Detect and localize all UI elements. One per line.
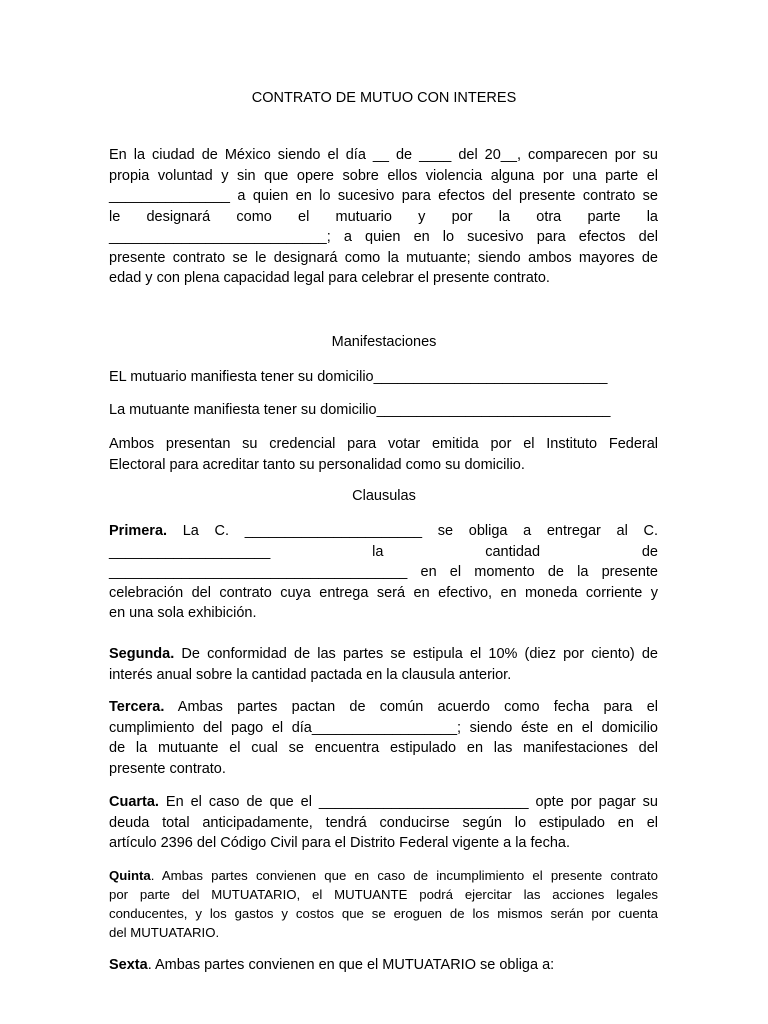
intro-line: En la ciudad de México siendo el día __ de ____ del 20__, comparecen por su [109,147,658,163]
intro-line: edad y con plena capacidad legal para celebrar el presente contrato. [109,270,550,286]
quinta-label: Quinta [109,868,151,883]
intro-line: le designará como el mutuario y por la otra parte la [109,208,658,225]
cuarta-line: deuda total anticipadamente, tendrá conducirse según lo estipulado en el [109,814,658,831]
clausula-tercera [109,697,658,779]
manifestaciones-heading: Manifestaciones [331,334,437,350]
sexta-label: Sexta [109,957,148,973]
primera-label: Primera. [109,523,168,539]
intro-line: ___________________________; a quien en lo sucesivo para efectos del [109,229,658,245]
quinta-line: conducentes, y los gastos y costos que se eroguen de los mismos serán por cuenta [109,906,658,921]
sexta-text: . Ambas partes convienen en que el MUTUATARIO se obliga a: [147,957,555,973]
clausulas-heading: Clausulas [352,488,416,504]
primera-line: en una sola exhibición. [109,605,257,621]
clausula-sexta [109,956,554,975]
mutuario-domicilio: EL mutuario manifiesta tener su domicilio_____________________________ [109,369,608,385]
intro-line: propia voluntad y sin que opere sobre ellos violencia alguna por una parte el [109,167,658,184]
intro-line: presente contrato se le designará como la mutuante; siendo ambos mayores de [109,249,658,266]
intro-paragraph [109,145,658,289]
tercera-line: cumplimiento del pago el día__________________; siendo éste en el domicilio [109,719,658,736]
primera-line: _____________________________________ en el momento de la presente [109,564,658,580]
tercera-line: de la mutuante el cual se encuentra estipulado en las manifestaciones del [109,740,658,756]
segunda-line: interés anual sobre la cantidad pactada en la clausula anterior. [109,666,512,683]
credencial-line: Electoral para acreditar tanto su personalidad como su domicilio. [109,456,525,473]
primera-line: Primera. La C. ______________________ se obliga a entregar al C. [109,523,658,539]
credencial-line: Ambos presentan su credencial para votar emitida por el Instituto Federal [109,436,658,452]
tercera-line: Tercera. Ambas partes pactan de común acuerdo como fecha para el [109,699,658,715]
clausula-cuarta [109,792,658,854]
segunda-line: Segunda. De conformidad de las partes se estipula el 10% (diez por ciento) de [109,646,658,662]
document-title: CONTRATO DE MUTUO CON INTERES [251,90,517,106]
quinta-line: Quinta. Ambas partes convienen que en caso de incumplimiento el presente contrato [109,868,658,883]
cuarta-line: Cuarta. En el caso de que el __________________________ opte por pagar su [109,794,658,810]
primera-line: ____________________ la cantidad de [109,543,658,560]
mutuante-domicilio: La mutuante manifiesta tener su domicilio_____________________________ [109,402,611,418]
clausula-primera [109,521,658,624]
quinta-line: del MUTUATARIO. [109,925,220,940]
cuarta-line: artículo 2396 del Código Civil para el Distrito Federal vigente a la fecha. [109,835,571,851]
quinta-line: por parte del MUTUATARIO, el MUTUANTE podrá ejercitar las acciones legales [109,887,658,902]
intro-line: _______________ a quien en lo sucesivo para efectos del presente contrato se [109,188,658,204]
clausula-segunda [109,644,658,685]
clausula-quinta [109,866,658,942]
cuarta-label: Cuarta. [109,794,159,810]
tercera-line: presente contrato. [109,760,226,777]
tercera-label: Tercera. [109,699,165,715]
segunda-label: Segunda. [109,646,175,662]
credencial-paragraph [109,434,658,475]
primera-line: celebración del contrato cuya entrega será en efectivo, en moneda corriente y [109,584,658,601]
